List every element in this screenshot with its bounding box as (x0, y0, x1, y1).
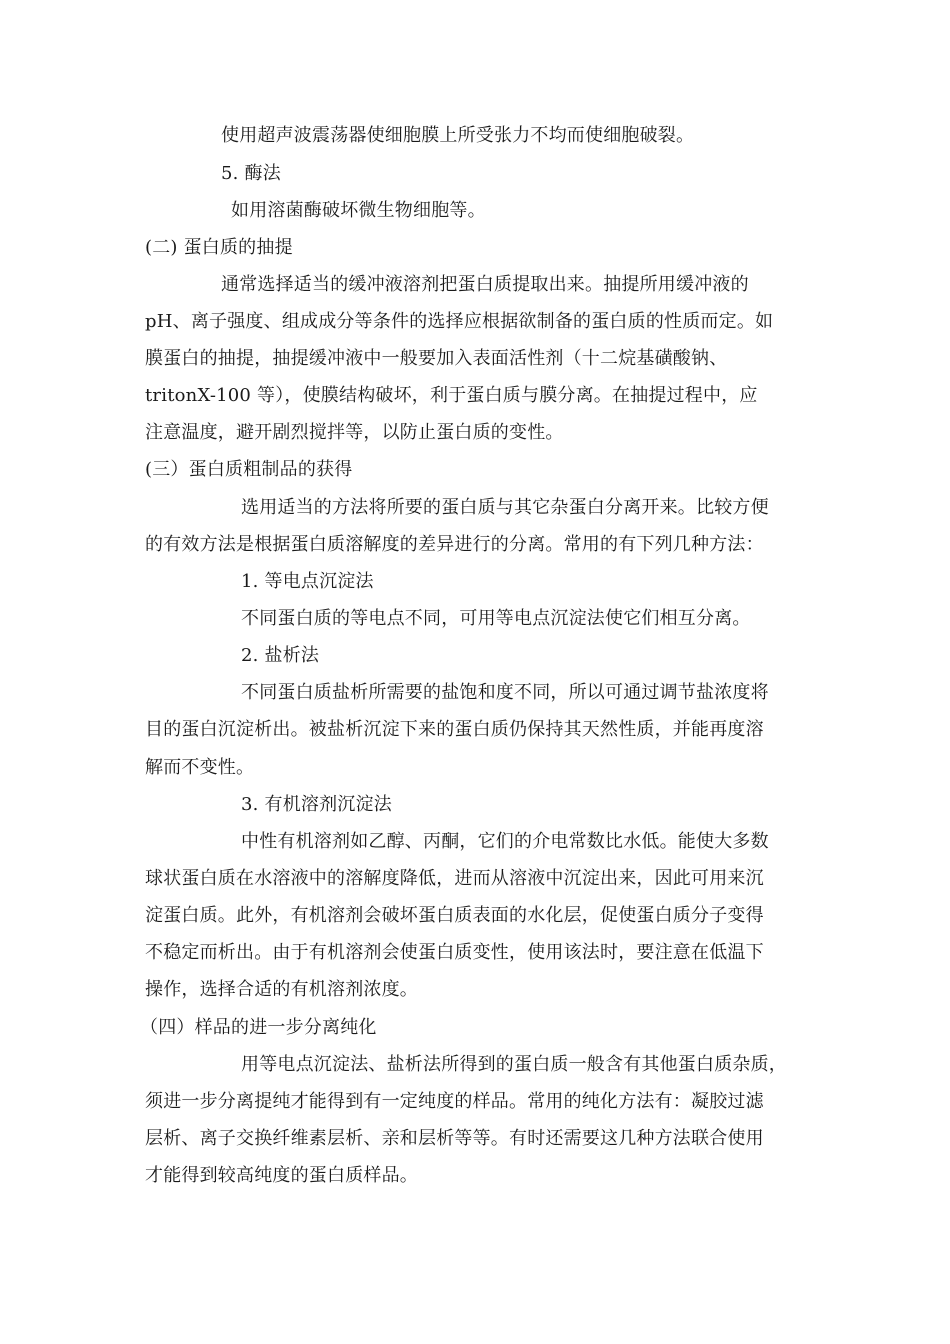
text-line: 如用溶菌酶破坏微生物细胞等。 (231, 200, 486, 221)
list-heading-enzyme-method: 5. 酶法 (221, 163, 281, 184)
text-line: 用等电点沉淀法、盐析法所得到的蛋白质一般含有其他蛋白质杂质， (241, 1054, 787, 1075)
text-line: 操作，选择合适的有机溶剂浓度。 (145, 979, 418, 1000)
text-line: 注意温度，避开剧烈搅拌等，以防止蛋白质的变性。 (145, 422, 564, 443)
text-line: 通常选择适当的缓冲液溶剂把蛋白质提取出来。抽提所用缓冲液的 (221, 274, 749, 295)
text-line: 层析、离子交换纤维素层析、亲和层析等等。有时还需要这几种方法联合使用 (145, 1128, 764, 1149)
section-heading-purification: （四）样品的进一步分离纯化 (140, 1017, 377, 1038)
text-line: 使用超声波震荡器使细胞膜上所受张力不均而使细胞破裂。 (221, 125, 695, 146)
text-line: tritonX-100 等），使膜结构破坏，利于蛋白质与膜分离。在抽提过程中，应 (145, 385, 758, 406)
text-line: 膜蛋白的抽提，抽提缓冲液中一般要加入表面活性剂（十二烷基磺酸钠、 (145, 348, 728, 369)
text-line: 选用适当的方法将所要的蛋白质与其它杂蛋白分离开来。比较方便 (241, 497, 769, 518)
text-line: 淀蛋白质。此外，有机溶剂会破坏蛋白质表面的水化层，促使蛋白质分子变得 (145, 905, 764, 926)
text-line: 不同蛋白质的等电点不同，可用等电点沉淀法使它们相互分离。 (241, 608, 751, 629)
section-heading-crude-product: (三）蛋白质粗制品的获得 (145, 459, 353, 480)
text-line: 的有效方法是根据蛋白质溶解度的差异进行的分离。常用的有下列几种方法： (145, 534, 764, 555)
text-line: 不稳定而析出。由于有机溶剂会使蛋白质变性，使用该法时，要注意在低温下 (145, 942, 764, 963)
text-line: 解而不变性。 (145, 757, 255, 778)
text-line: pH、离子强度、组成成分等条件的选择应根据欲制备的蛋白质的性质而定。如 (145, 311, 774, 332)
list-heading-isoelectric: 1. 等电点沉淀法 (241, 571, 374, 592)
list-heading-salting-out: 2. 盐析法 (241, 645, 320, 666)
text-line: 球状蛋白质在水溶液中的溶解度降低，进而从溶液中沉淀出来，因此可用来沉 (145, 868, 764, 889)
text-line: 中性有机溶剂如乙醇、丙酮，它们的介电常数比水低。能使大多数 (241, 831, 769, 852)
text-line: 不同蛋白质盐析所需要的盐饱和度不同，所以可通过调节盐浓度将 (241, 682, 769, 703)
list-heading-organic-solvent: 3. 有机溶剂沉淀法 (241, 794, 392, 815)
section-heading-extraction: (二) 蛋白质的抽提 (145, 237, 293, 258)
text-line: 才能得到较高纯度的蛋白质样品。 (145, 1165, 418, 1186)
text-line: 目的蛋白沉淀析出。被盐析沉淀下来的蛋白质仍保持其天然性质，并能再度溶 (145, 719, 764, 740)
text-line: 须进一步分离提纯才能得到有一定纯度的样品。常用的纯化方法有：凝胶过滤 (145, 1091, 764, 1112)
